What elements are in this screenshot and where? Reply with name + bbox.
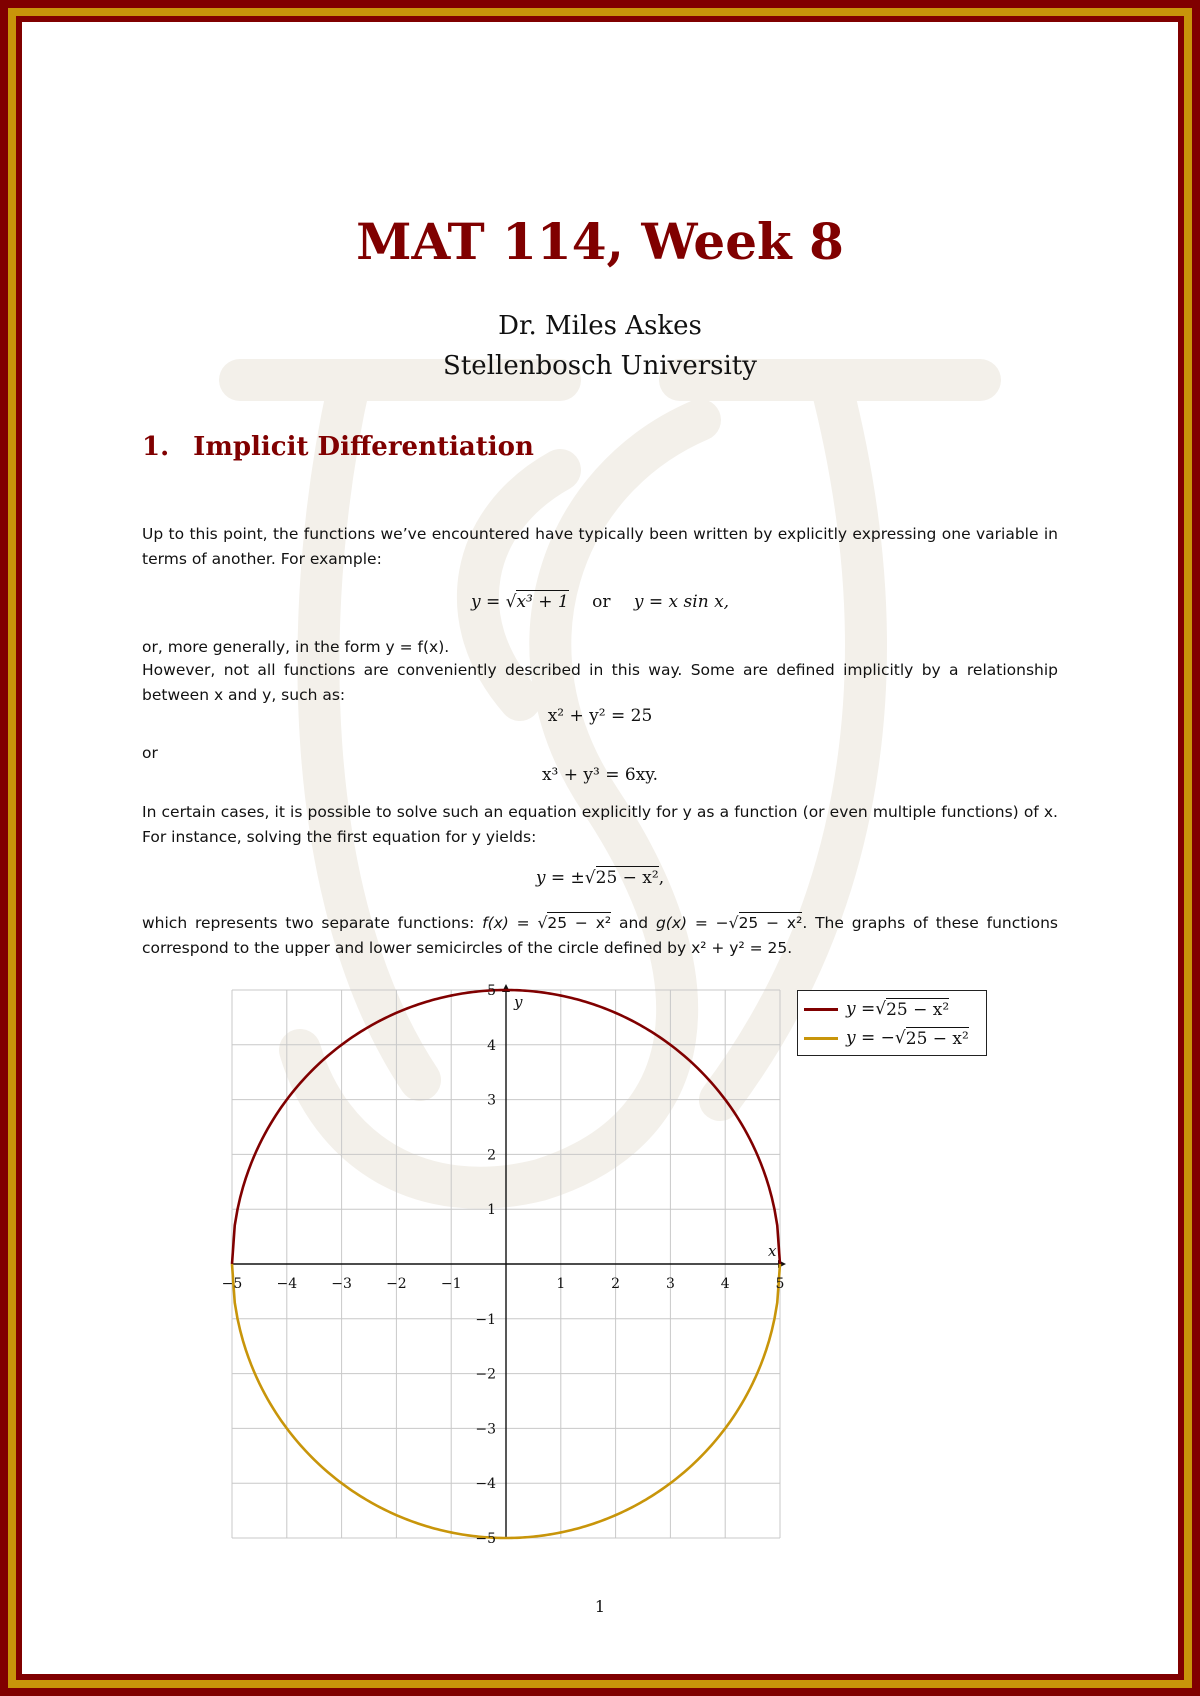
paragraph-general-form: or, more generally, in the form y = f(x). — [142, 638, 450, 656]
x-axis-label: x — [768, 1242, 777, 1260]
y-tick-label: −2 — [475, 1366, 496, 1383]
section-number: 1. — [142, 432, 170, 462]
institution-name: Stellenbosch University — [443, 351, 757, 381]
legend-swatch-lower — [804, 1037, 838, 1040]
x-tick-label: −2 — [386, 1276, 407, 1292]
paragraph-intro: Up to this point, the functions we’ve encountered have typically been written by explicitly expressing one variable in terms of another. For example: — [142, 525, 1058, 568]
y-tick-label: 5 — [487, 983, 496, 999]
x-tick-label: 2 — [611, 1276, 621, 1292]
x-tick-label: 5 — [775, 1276, 785, 1292]
y-tick-label: −3 — [475, 1421, 496, 1438]
author-name: Dr. Miles Askes — [498, 311, 702, 341]
equation-solved-radicand: 25 − x² — [595, 868, 659, 888]
equation-solved-prefix: y = ± — [535, 868, 585, 888]
legend-entry-lower: y = − √ 25 − x² — [804, 1024, 969, 1052]
equation-1a-radicand: x³ + 1 — [516, 592, 569, 612]
x-tick-label: −4 — [276, 1276, 298, 1292]
paragraph-two-functions: which represents two separate functions: f(x) = √25 − x² and g(x) = −√25 − x². The graphs of these functions correspond to the upper and lower semicircles of the circle defined by x² + y² = 25. — [142, 914, 1059, 957]
paragraph-solve: In certain cases, it is possible to solve such an equation explicitly for y as a function (or even multiple functions) of x. For instance, solving the first equation for y yields: — [142, 803, 1058, 846]
equation-1b: y = x sin x, — [633, 592, 730, 612]
or-connector: or — [142, 744, 158, 762]
y-tick-label: −1 — [475, 1311, 496, 1328]
p5-and: and — [611, 914, 656, 932]
legend-label-lower-radicand: 25 − x² — [905, 1029, 969, 1049]
y-axis-label: y — [514, 993, 523, 1011]
p5-f-radicand: 25 − x² — [547, 914, 612, 932]
y-tick-label: 1 — [487, 1202, 496, 1219]
y-tick-label: 2 — [487, 1147, 496, 1164]
legend-swatch-upper — [804, 1008, 838, 1011]
x-tick-label: −3 — [331, 1276, 352, 1292]
x-tick-label: 1 — [556, 1276, 566, 1292]
y-tick-label: 4 — [487, 1037, 496, 1054]
x-tick-label: −5 — [221, 1276, 243, 1292]
document-title: MAT 114, Week 8 — [356, 212, 844, 271]
equation-explicit-examples: y = √x³ + 1 or y = x sin x, — [470, 592, 730, 612]
y-tick-label: −5 — [475, 1531, 496, 1547]
p5-g-def: g(x) = − — [655, 914, 729, 932]
legend-label-upper-radicand: 25 − x² — [886, 1000, 950, 1020]
p5-f-def: f(x) = — [482, 914, 538, 932]
equation-1-or: or — [592, 592, 611, 612]
equation-1a-lhs: y = — [470, 592, 506, 612]
y-tick-label: −4 — [475, 1476, 496, 1493]
p5-text-b: . The graphs of these functions correspond to the upper and lower semicircles of the circle defined by x² + y² = 25. — [142, 914, 1059, 957]
equation-circle: x² + y² = 25 — [547, 706, 653, 726]
page-number: 1 — [594, 1597, 606, 1616]
paragraph-implicit-intro: However, not all functions are conveniently described in this way. Some are defined implicitly by a relationship between x and y, such as: — [142, 661, 1058, 704]
y-tick-label: 3 — [487, 1092, 496, 1109]
p5-text-a: which represents two separate functions: — [142, 914, 483, 932]
section-title: Implicit Differentiation — [193, 432, 534, 462]
x-tick-label: −1 — [440, 1276, 462, 1292]
x-tick-label: 3 — [665, 1276, 675, 1292]
x-tick-label: 4 — [720, 1276, 730, 1292]
legend-label-upper-prefix: y = — [846, 999, 876, 1019]
p5-g-radicand: 25 − x² — [738, 914, 803, 932]
equation-solved: y = ±√25 − x², — [535, 868, 665, 888]
legend-entry-upper: y = √ 25 − x² — [804, 995, 949, 1023]
legend-label-lower-prefix: y = − — [846, 1028, 895, 1048]
chart-legend — [797, 990, 987, 1056]
equation-solved-suffix: , — [658, 868, 665, 888]
equation-folium: x³ + y³ = 6xy. — [541, 765, 659, 785]
